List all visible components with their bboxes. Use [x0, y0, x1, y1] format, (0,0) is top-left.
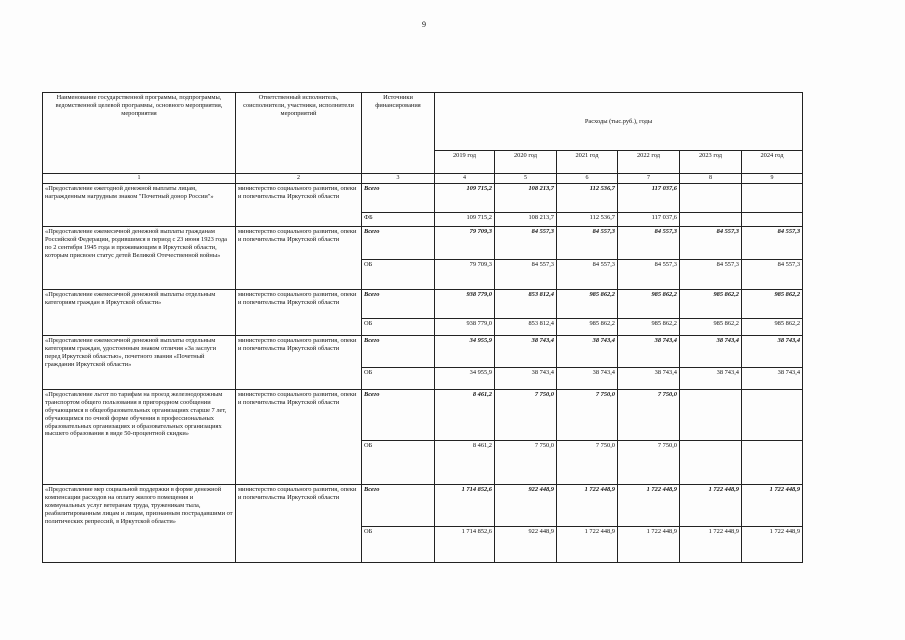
total-value: 7 750,0: [495, 390, 557, 441]
column-number: 3: [362, 174, 435, 184]
budget-value: 84 557,3: [557, 260, 618, 290]
column-number: 2: [236, 174, 362, 184]
budget-value: 38 743,4: [495, 368, 557, 390]
executor: министерство социального развития, опеки и попечительства Иркутской области: [236, 390, 362, 485]
total-value: 1 722 448,9: [557, 485, 618, 527]
budget-value: 84 557,3: [495, 260, 557, 290]
budget-value: 84 557,3: [680, 260, 742, 290]
total-value: [742, 184, 803, 213]
executor: министерство социального развития, опеки и попечительства Иркутской области: [236, 227, 362, 290]
executor: министерство социального развития, опеки и попечительства Иркутской области: [236, 290, 362, 336]
header-year: 2021 год: [557, 151, 618, 174]
budget-value: 985 862,2: [742, 319, 803, 336]
total-value: 38 743,4: [495, 336, 557, 368]
budget-value: [742, 441, 803, 485]
budget-value: 1 722 448,9: [618, 527, 680, 563]
executor: министерство социального развития, опеки и попечительства Иркутской области: [236, 336, 362, 390]
page-number: 9: [422, 20, 426, 29]
budget-value: 985 862,2: [618, 319, 680, 336]
budget-value: 938 779,0: [435, 319, 495, 336]
budget-value: 1 722 448,9: [557, 527, 618, 563]
total-value: 84 557,3: [618, 227, 680, 260]
total-value: 38 743,4: [618, 336, 680, 368]
total-value: [680, 184, 742, 213]
total-value: 7 750,0: [618, 390, 680, 441]
budget-value: 8 461,2: [435, 441, 495, 485]
header-name: Наименование государственной программы, подпрограммы, ведомственной целевой программы, основного мероприятия, мероприятия: [43, 93, 236, 174]
column-number: 4: [435, 174, 495, 184]
source-budget: ОБ: [362, 368, 435, 390]
column-number: 8: [680, 174, 742, 184]
budget-value: 108 213,7: [495, 213, 557, 227]
total-value: 1 722 448,9: [618, 485, 680, 527]
budget-value: 117 037,6: [618, 213, 680, 227]
measure-name: «Предоставление ежемесячной денежной выплаты отдельным категориям граждан, удостоенным знаком отличия «За заслуги перед Иркутской областью», почетного звания «Почетный гражданин Иркутской области»: [43, 336, 236, 390]
total-value: 985 862,2: [557, 290, 618, 319]
budget-value: 7 750,0: [495, 441, 557, 485]
budget-value: 1 714 852,6: [435, 527, 495, 563]
header-executor: Ответственный исполнитель, соисполнители, участники, исполнители мероприятий: [236, 93, 362, 174]
measure-name: «Предоставление ежемесячной денежной выплаты отдельным категориям граждан в Иркутской области»: [43, 290, 236, 336]
column-number: 1: [43, 174, 236, 184]
table-row: [43, 227, 803, 260]
column-number: 5: [495, 174, 557, 184]
header-year: 2020 год: [495, 151, 557, 174]
budget-value: 84 557,3: [618, 260, 680, 290]
expenses-table: [42, 92, 803, 563]
measure-name: «Предоставление льгот по тарифам на проезд железнодорожным транспортом общего пользования в пригородном сообщении обучающимся в общеобразовательных организациях старше 7 лет, обучающимся по очной форме обучения в профессиональных образовательных организациях и образовательных организациях высшего образования в виде 50-процентной скидки»: [43, 390, 236, 485]
total-value: 117 037,6: [618, 184, 680, 213]
total-value: 79 709,3: [435, 227, 495, 260]
budget-value: 38 743,4: [618, 368, 680, 390]
header-source: Источники финансирования: [362, 93, 435, 174]
total-value: 38 743,4: [680, 336, 742, 368]
source-budget: ОБ: [362, 527, 435, 563]
total-value: 853 812,4: [495, 290, 557, 319]
budget-value: 38 743,4: [680, 368, 742, 390]
total-value: 84 557,3: [557, 227, 618, 260]
total-value: 1 722 448,9: [742, 485, 803, 527]
executor: министерство социального развития, опеки и попечительства Иркутской области: [236, 184, 362, 227]
total-value: 108 213,7: [495, 184, 557, 213]
total-value: 34 955,9: [435, 336, 495, 368]
source-budget: ФБ: [362, 213, 435, 227]
source-budget: ОБ: [362, 441, 435, 485]
source-total: Всего: [362, 227, 435, 260]
budget-value: 853 812,4: [495, 319, 557, 336]
header-year: 2024 год: [742, 151, 803, 174]
column-number: 7: [618, 174, 680, 184]
table-row: [43, 485, 803, 527]
total-value: 8 461,2: [435, 390, 495, 441]
budget-value: 112 536,7: [557, 213, 618, 227]
budget-value: 985 862,2: [557, 319, 618, 336]
column-number: 9: [742, 174, 803, 184]
header-expenses: Расходы (тыс.руб.), годы: [435, 93, 803, 151]
executor: министерство социального развития, опеки и попечительства Иркутской области: [236, 485, 362, 563]
total-value: [742, 390, 803, 441]
total-value: [680, 390, 742, 441]
budget-value: 985 862,2: [680, 319, 742, 336]
budget-value: 34 955,9: [435, 368, 495, 390]
header-year: 2022 год: [618, 151, 680, 174]
budget-value: [742, 213, 803, 227]
budget-value: 7 750,0: [618, 441, 680, 485]
measure-name: «Предоставление ежемесячной денежной выплаты гражданам Российской Федерации, родившимся в период с 23 июня 1923 года по 2 сентября 1945 года и проживающим в Иркутской области, которым присвоен статус детей Великой Отечественной войны»: [43, 227, 236, 290]
budget-value: 922 448,9: [495, 527, 557, 563]
budget-value: [680, 441, 742, 485]
budget-value: 1 722 448,9: [742, 527, 803, 563]
total-value: 38 743,4: [557, 336, 618, 368]
total-value: 938 779,0: [435, 290, 495, 319]
budget-value: 84 557,3: [742, 260, 803, 290]
budget-value: 38 743,4: [557, 368, 618, 390]
header-year: 2023 год: [680, 151, 742, 174]
source-total: Всего: [362, 485, 435, 527]
total-value: 84 557,3: [742, 227, 803, 260]
budget-value: 38 743,4: [742, 368, 803, 390]
budget-value: 79 709,3: [435, 260, 495, 290]
budget-value: 1 722 448,9: [680, 527, 742, 563]
total-value: 112 536,7: [557, 184, 618, 213]
table-row: [43, 390, 803, 441]
budget-value: [680, 213, 742, 227]
table-row: [43, 184, 803, 213]
source-total: Всего: [362, 390, 435, 441]
total-value: 84 557,3: [680, 227, 742, 260]
source-budget: ОБ: [362, 260, 435, 290]
total-value: 7 750,0: [557, 390, 618, 441]
source-total: Всего: [362, 184, 435, 213]
table-row: [43, 336, 803, 368]
total-value: 84 557,3: [495, 227, 557, 260]
total-value: 922 448,9: [495, 485, 557, 527]
total-value: 985 862,2: [742, 290, 803, 319]
budget-value: 109 715,2: [435, 213, 495, 227]
column-number: 6: [557, 174, 618, 184]
total-value: 985 862,2: [680, 290, 742, 319]
source-total: Всего: [362, 290, 435, 319]
measure-name: «Предоставление ежегодной денежной выплаты лицам, награжденным нагрудным знаком "Почетный донор России"»: [43, 184, 236, 227]
source-budget: ОБ: [362, 319, 435, 336]
header-year: 2019 год: [435, 151, 495, 174]
total-value: 985 862,2: [618, 290, 680, 319]
budget-value: 7 750,0: [557, 441, 618, 485]
source-total: Всего: [362, 336, 435, 368]
total-value: 1 722 448,9: [680, 485, 742, 527]
total-value: 38 743,4: [742, 336, 803, 368]
table-row: [43, 290, 803, 319]
total-value: 109 715,2: [435, 184, 495, 213]
total-value: 1 714 852,6: [435, 485, 495, 527]
measure-name: «Предоставление мер социальной поддержки в форме денежной компенсации расходов на оплату жилого помещения и коммунальных услуг ветеранам труда, труженикам тыла, реабилитированным лицам и лицам, признанным пострадавшими от политических репрессий, в Иркутской области»: [43, 485, 236, 563]
